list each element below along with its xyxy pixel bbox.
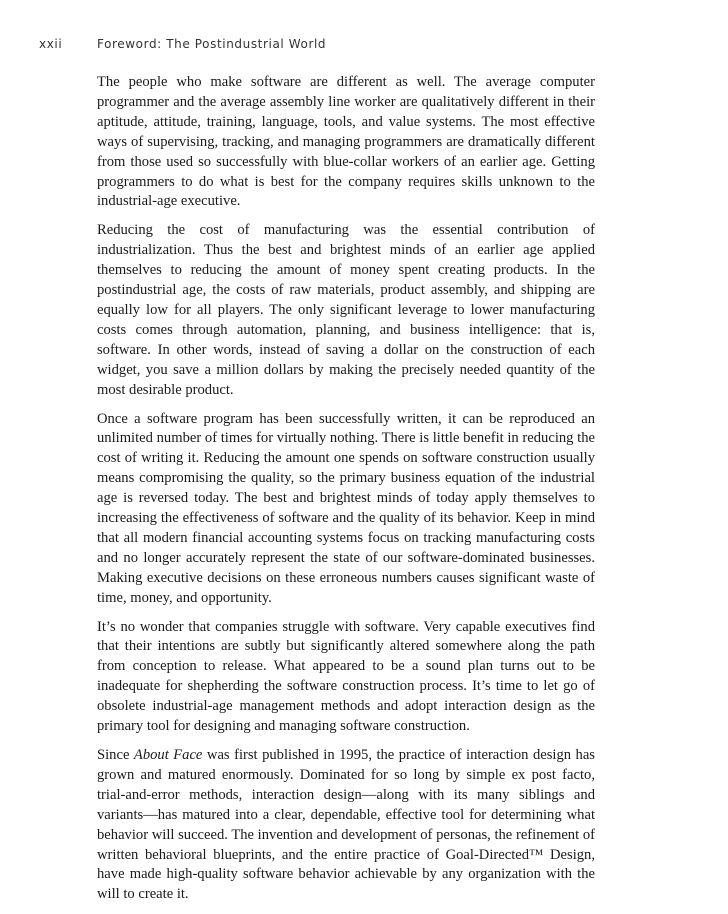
running-head	[30, 37, 698, 57]
book-title: About Face	[133, 747, 203, 763]
paragraph-3: Once a software program has been successfully written, it can be reproduced an unlimited number of times for virtually nothing. There is little benefit in reducing the cost of writing it. Reducing the amount one spends on software construction usually means compromising the quality, so the primary business equation of the industrial age is reversed today. The best and brightest minds of today apply themselves to increasing the effectiveness of software and the quality of its behavior. Keep in mind that all modern financial accounting systems focus on tracking manufacturing costs and no longer accurately represent the state of our software-dominated businesses. Making executive decisions on these erroneous numbers causes significant waste of time, money, and opportunity.	[97, 410, 595, 606]
paragraph-4: It’s no wonder that companies struggle with software. Very capable executives find that their intentions are subtly but significantly altered somewhere along the path from conception to release. What appeared to be a sound plan turns out to be inadequate for shepherding the software construction process. It’s time to let go of obsolete industrial-age management methods and adopt interaction design as the primary tool for designing and managing software construction.	[97, 618, 595, 735]
paragraph-5-lead: Since	[97, 747, 134, 763]
page-number: xxii	[39, 37, 63, 51]
running-head-title: Foreword: The Postindustrial World	[97, 37, 327, 51]
body-text	[97, 73, 595, 914]
paragraph-5	[97, 746, 595, 905]
paragraph-1: The people who make software are different as well. The average computer programmer and the average assembly line worker are qualitatively different in their aptitude, attitude, training, language, tools, and value systems. The most effective ways of supervising, tracking, and managing programmers are dramatically different from those used so successfully with blue-collar workers of an earlier age. Getting programmers to do what is best for the company requires skills unknown to the industrial-age executive.	[97, 74, 595, 210]
paragraph-2: Reducing the cost of manufacturing was the essential contribution of industrialization. Thus the best and brightest minds of an earlier age applied themselves to reducing the amount of money spent creating products. In the postindustrial age, the costs of raw materials, product assembly, and shipping are equally low for all players. The only significant leverage to lower manufacturing costs comes through automation, planning, and business intelligence: that is, software. In other words, instead of saving a dollar on the construction of each widget, you save a million dollars by making the precisely needed quantity of the most desirable product.	[97, 222, 595, 398]
paragraph-5-text: was first published in 1995, the practice of interaction design has grown and matured enormously. Dominated for so long by simple ex post facto, trial-and-error methods, interaction design—along with its many siblings and variants—has matured into a clear, dependable, effective tool for determining what behavior will succeed. The invention and development of personas, the refinement of written behavioral blueprints, and the entire practice of Goal-Directed™ Design, have made high-quality software behavior achievable by any organization with the will to create it.	[97, 747, 595, 903]
